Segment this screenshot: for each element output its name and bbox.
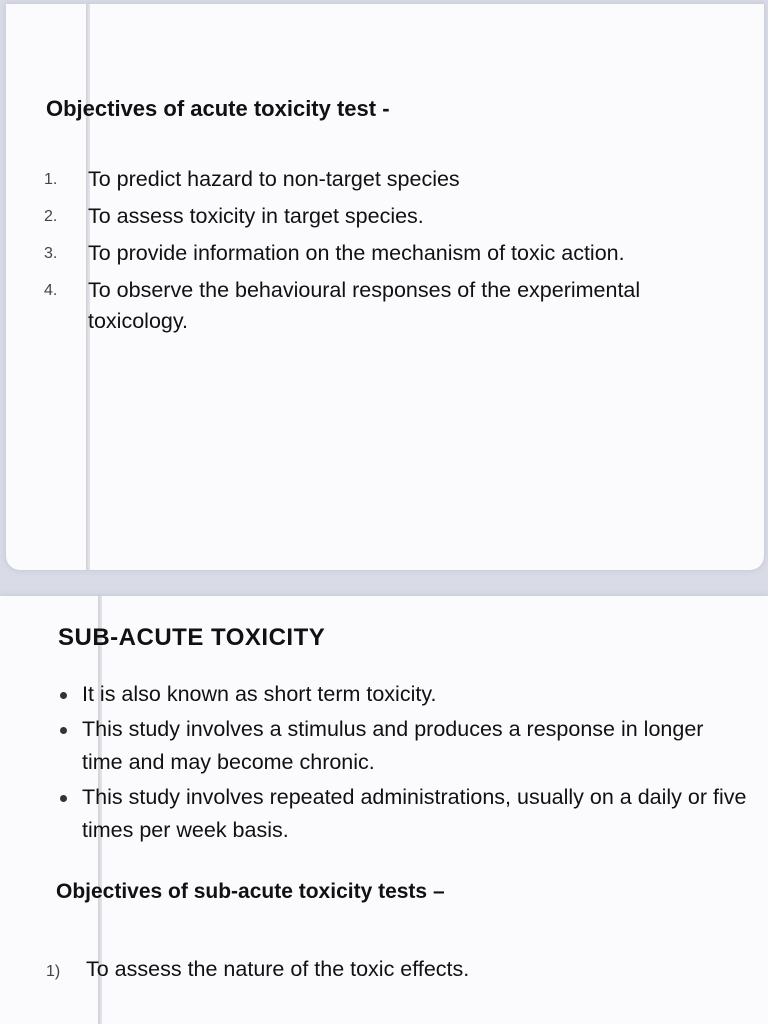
- list-item: [44, 164, 664, 195]
- sub-acute-bullets: [60, 678, 750, 849]
- bullet-icon: [60, 795, 67, 802]
- item-text: To predict hazard to non-target species: [88, 167, 460, 191]
- list-item: [44, 275, 664, 337]
- bullet-text: This study involves a stimulus and produces a response in longer time and may become chronic.: [82, 717, 704, 774]
- item-text: To provide information on the mechanism of toxic action.: [88, 241, 625, 265]
- acute-objectives-list: [44, 164, 664, 343]
- sub-acute-objectives-heading: Objectives of sub-acute toxicity tests –: [56, 880, 445, 903]
- item-text: To assess toxicity in target species.: [88, 204, 424, 228]
- item-number: 1.: [44, 171, 58, 188]
- list-item: [44, 238, 664, 269]
- item-text: To assess the nature of the toxic effects.: [86, 957, 470, 981]
- bullet-item: [60, 713, 750, 779]
- bullet-icon: [60, 692, 67, 699]
- bullet-item: [60, 781, 750, 847]
- sub-acute-objectives-list: [46, 954, 646, 985]
- sub-acute-heading: SUB-ACUTE TOXICITY: [58, 624, 326, 651]
- bullet-text: This study involves repeated administrations, usually on a daily or five times per week basis.: [82, 785, 747, 842]
- bullet-icon: [60, 727, 67, 734]
- bullet-text: It is also known as short term toxicity.: [82, 682, 437, 706]
- acute-objectives-heading: Objectives of acute toxicity test -: [46, 96, 390, 121]
- item-text: To observe the behavioural responses of the experimental toxicology.: [88, 278, 641, 333]
- item-number: 4.: [44, 282, 58, 299]
- item-number: 3.: [44, 245, 58, 262]
- item-number: 1): [46, 963, 61, 980]
- item-number: 2.: [44, 208, 58, 225]
- list-item: [46, 954, 646, 985]
- bullet-item: [60, 678, 750, 711]
- list-item: [44, 201, 664, 232]
